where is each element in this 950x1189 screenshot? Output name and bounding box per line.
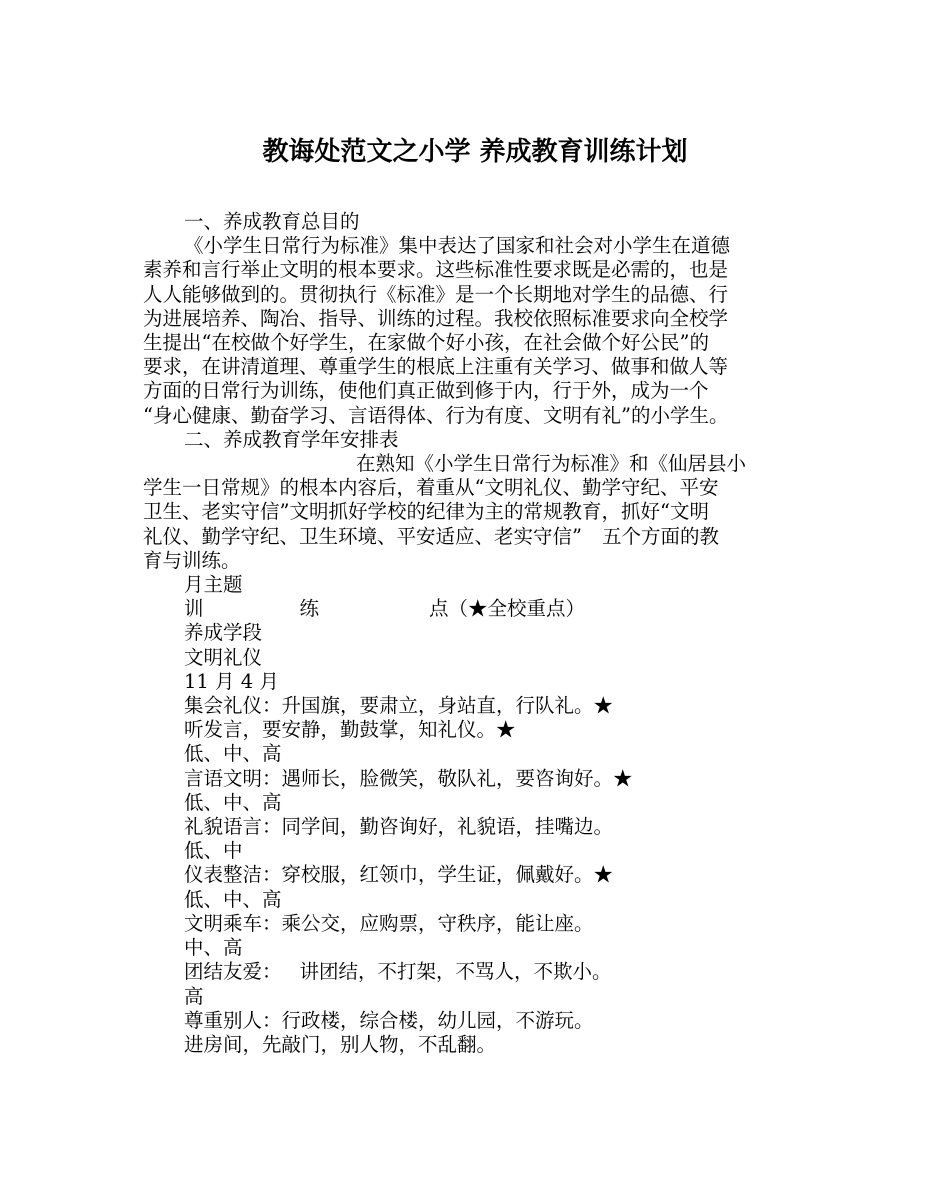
document-body (143, 210, 811, 1057)
paragraph-fragment: 五个方面的教 (601, 524, 719, 548)
table-cell: 仪表整洁：穿校服，红领巾，学生证，佩戴好。★ (184, 863, 614, 887)
paragraph-line: 方面的日常行为训练，使他们真正做到修于内，行于外，成为一个 (143, 379, 709, 403)
cell-text: 讲团结，不打架，不骂人，不欺小。 (299, 960, 612, 984)
section-heading-schedule: 二、养成教育学年安排表 (184, 427, 399, 451)
header-fragment: 训 (184, 597, 204, 621)
table-cell: 低、中 (184, 839, 243, 863)
paragraph-line: 生提出“在校做个好学生，在家做个好小孩，在社会做个好公民”的 (143, 331, 709, 355)
section-heading-goals: 一、养成教育总目的 (184, 210, 360, 233)
paragraph-line: 育与训练。 (143, 548, 241, 572)
table-header-training-points (143, 597, 811, 621)
paragraph-line: 学生一日常规》的根本内容后，着重从“文明礼仪、勤学守纪、平安 (143, 476, 719, 500)
paragraph-line: 卫生、老实守信”文明抓好学校的纪律为主的常规教育，抓好“文明 (143, 500, 709, 524)
table-cell: 高 (184, 984, 204, 1008)
paragraph-line: 素养和言行举止文明的根本要求。这些标准性要求既是必需的，也是 (143, 258, 729, 282)
table-cell: 低、中、高 (184, 742, 282, 766)
table-cell: 礼貌语言：同学间，勤咨询好，礼貌语，挂嘴边。 (184, 815, 614, 839)
document-title: 教诲处范文之小学 养成教育训练计划 (262, 137, 688, 167)
cell-label: 团结友爱： (184, 960, 282, 984)
table-header-stage: 养成学段 (184, 621, 263, 645)
table-cell: 尊重别人：行政楼，综合楼，幼儿园，不游玩。 (184, 1008, 594, 1032)
table-cell: 言语文明：遇师长，脸微笑，敬队礼，要咨询好。★ (184, 766, 633, 790)
paragraph-line: 在熟知《小学生日常行为标准》和《仙居县小 (356, 452, 747, 476)
header-fragment: 点（★全校重点） (429, 597, 586, 621)
paragraph-line: 为进展培养、陶冶、指导、训练的过程。我校依照标准要求向全校学 (143, 306, 729, 330)
table-cell: 集会礼仪：升国旗，要肃立，身站直，行队礼。★ (184, 694, 614, 718)
table-cell: 11 月 4 月 (184, 669, 279, 693)
table-cell: 进房间，先敲门，别人物，不乱翻。 (184, 1032, 497, 1056)
header-fragment: 练 (299, 597, 320, 621)
table-cell: 中、高 (184, 936, 243, 960)
table-cell: 听发言，要安静，勤鼓掌，知礼仪。★ (184, 718, 516, 742)
table-cell: 文明礼仪 (184, 645, 263, 669)
paragraph-fragment: 礼仪、勤学守纪、卫生环境、平安适应、老实守信” (143, 524, 582, 548)
table-cell: 文明乘车：乘公交，应购票，守秩序，能让座。 (184, 911, 594, 935)
paragraph-line: 要求，在讲清道理、尊重学生的根底上注重有关学习、做事和做人等 (143, 355, 729, 379)
table-cell: 低、中、高 (184, 887, 282, 911)
table-cell: 低、中、高 (184, 790, 282, 814)
paragraph-line: 《小学生日常行为标准》集中表达了国家和社会对小学生在道德 (184, 234, 731, 258)
paragraph-line (143, 525, 811, 549)
table-header-theme: 月主题 (184, 573, 243, 597)
table-cell (143, 960, 811, 984)
paragraph-line: “身心健康、勤奋学习、言语得体、行为有度、文明有礼”的小学生。 (143, 403, 729, 427)
paragraph-line: 人人能够做到的。贯彻执行《标准》是一个长期地对学生的品德、行 (143, 282, 729, 306)
